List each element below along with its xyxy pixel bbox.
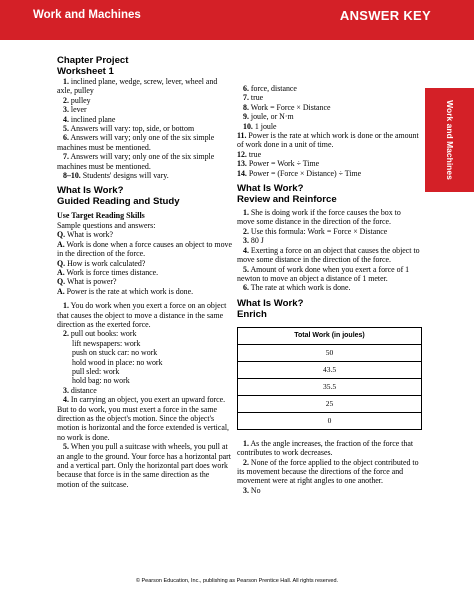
answer-item: 2. None of the force applied to the object contributed to its movement because the directions of the force and movement were at right angles to one another. <box>237 457 419 486</box>
section-title: What Is Work? <box>237 297 304 309</box>
answer-item: 3. lever <box>63 105 87 115</box>
answer-key-label: ANSWER KEY <box>339 8 431 23</box>
sample-intro: Sample questions and answers: <box>57 220 156 230</box>
side-tab-label: Work and Machines <box>444 100 455 180</box>
answer-item: 1. inclined plane, wedge, screw, lever, wheel and axle, pulley <box>57 77 218 96</box>
section-title: Chapter Project <box>57 55 129 66</box>
answer-item: 8–10. Students' designs will vary. <box>63 171 169 181</box>
answer-item: 1. She is doing work if the force causes the box to move some distance in the direction of the force. <box>237 208 401 227</box>
work-table <box>237 327 422 430</box>
answer-item: 11. Power is the rate at which work is done or the amount of work done in a unit of time. <box>237 131 419 150</box>
side-tab <box>425 88 474 192</box>
answer-item: 4. In carrying an object, you exert an upward force. But to do work, you must exert a force in the same direction as the object's motion. Since the object's motion is horizontal and the force extended is vertical, no work is done. <box>57 395 230 442</box>
copyright-footer: © Pearson Education, Inc., publishing as Pearson Prentice Hall. All rights reserved. <box>135 578 339 584</box>
review-list <box>237 208 420 293</box>
qa-item: Q. What is power? <box>57 277 117 287</box>
table-cell: 35.5 <box>238 378 421 395</box>
section-subtitle: Worksheet 1 <box>57 66 114 77</box>
answer-item: 8. Work = Force × Distance <box>243 102 331 112</box>
answer-item: 3. distance <box>63 385 97 395</box>
chapter-title: Work and Machines <box>33 9 141 21</box>
answer-item: 4. Exerting a force on an object that causes the object to move some distance in the direction of the force. <box>237 245 420 265</box>
table-cell: 25 <box>238 395 421 412</box>
answer-item: 10. 1 joule <box>243 121 277 131</box>
section-title: What Is Work? <box>237 183 304 195</box>
skills-heading: Use Target Reading Skills <box>57 211 145 221</box>
answer-item: 5. When you pull a suitcase with wheels, you pull at an angle to the ground. Your force has a horizontal part and a vertical part. Only the horizontal part does work because that force is in the same direction as the motion of the suitcase. <box>57 442 231 489</box>
section-subtitle: Review and Reinforce <box>237 194 337 206</box>
answer-item: 1. You do work when you exert a force on an object that causes the object to move a distance in the same direction as the exerted force. <box>57 301 227 329</box>
answer-item: 6. force, distance <box>243 84 297 93</box>
answer-item: 6. Answers will vary; only one of the six simple machines must be mentioned. <box>57 133 215 152</box>
answer-item: 5. Answers will vary: top, side, or bottom <box>63 124 195 134</box>
answer-item: 13. Power = Work ÷ Time <box>237 159 320 169</box>
answer-item: 1. As the angle increases, the fraction of the force that contributes to work decreases. <box>237 438 414 458</box>
table-header: Total Work (in joules) <box>294 331 365 339</box>
answer-item: 3. No <box>243 485 261 495</box>
list-item: lift newspapers: work <box>72 338 141 348</box>
section-subtitle: Enrich <box>237 308 267 320</box>
qa-item: A. Work is done when a force causes an object to move in the direction of the force. <box>57 239 232 259</box>
qa-list <box>57 230 233 296</box>
section-title: What Is Work? <box>57 185 124 197</box>
answer-item: 2. Use this formula: Work = Force × Distance <box>243 226 388 236</box>
left-column <box>57 55 233 489</box>
qa-item: Q. What is work? <box>57 230 113 240</box>
qa-item: Q. How is work calculated? <box>57 258 146 268</box>
answer-item: 12. true <box>237 149 262 159</box>
answer-item: 4. inclined plane <box>63 114 116 124</box>
enrich-list <box>237 439 420 495</box>
list-item: hold wood in place: no work <box>72 357 163 367</box>
answer-item: 5. Amount of work done when you exert a force of 1 newton to move an object a distance of 1 meter. <box>237 264 410 283</box>
answer-item: 3. 80 J <box>243 236 264 246</box>
qa-item: A. Work is force times distance. <box>57 267 159 277</box>
table-cell: 50 <box>238 344 421 361</box>
continued-list <box>237 84 420 178</box>
header-bar <box>0 0 474 40</box>
answer-item: 6. The rate at which work is done. <box>243 283 351 293</box>
worksheet1-list <box>57 77 233 180</box>
answer-item: 14. Power = (Force × Distance) ÷ Time <box>237 168 362 178</box>
table-cell: 0 <box>238 412 421 429</box>
table-cell: 43.5 <box>238 361 421 378</box>
list-item: pull sled: work <box>72 366 120 376</box>
answer-item: 2. pulley <box>63 95 91 105</box>
section-subtitle: Guided Reading and Study <box>57 196 180 208</box>
answer-item: 7. Answers will vary; only one of the six simple machines must be mentioned. <box>57 152 215 171</box>
answer-item: 7. true <box>243 93 264 103</box>
list-item: push on stuck car: no work <box>72 348 158 358</box>
answer-item: 9. joule, or N·m <box>243 112 294 122</box>
qa-item: A. Power is the rate at which work is done. <box>57 286 194 296</box>
answer-item: 2. pull out books: work <box>63 329 137 339</box>
right-column <box>237 84 420 495</box>
list-item: hold bag: no work <box>72 376 130 386</box>
